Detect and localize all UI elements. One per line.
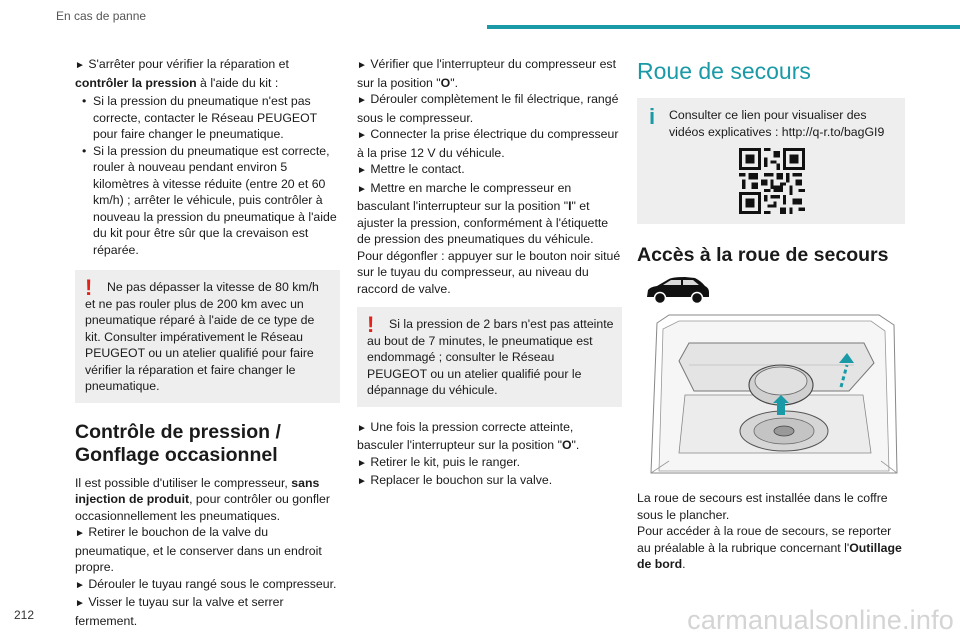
arrow-bullet-icon: ►	[357, 165, 367, 176]
page-number: 212	[14, 608, 35, 622]
step: ► Visser le tuyau sur la valve et serrer fermement.	[75, 595, 284, 628]
list-item: • Si la pression du pneumatique est correcte, rouler à nouveau pendant environ 5 kilomètres à vitesse réduite (entre 20 et 60 km/h) ; arrêter le véhicule, puis contrôler à nouveau la pression du pneumatique à l'aide du kit pour être sûr que la crevaison est réparée.	[93, 143, 340, 259]
step: ► Vérifier que l'interrupteur du compresseur est sur la position "O".	[357, 57, 616, 90]
arrow-bullet-icon: ►	[357, 476, 367, 487]
arrow-bullet-icon: ►	[357, 422, 367, 434]
info-box	[637, 98, 905, 224]
header-section-title: En cas de panne	[56, 9, 147, 23]
warning-box	[75, 270, 340, 403]
section-heading: Accès à la roue de secours	[637, 244, 889, 266]
header-accent-bar	[487, 25, 960, 29]
column-middle	[357, 56, 622, 491]
column-left	[75, 56, 340, 629]
step: ► Retirer le bouchon de la valve du pneumatique, et le conserver dans un endroit propre.	[75, 525, 322, 574]
qr-code-icon	[739, 148, 805, 214]
list-item: • Si la pression du pneumatique n'est pas correcte, contacter le Réseau PEUGEOT pour faire changer le pneumatique.	[93, 93, 340, 143]
arrow-bullet-icon: ►	[75, 598, 85, 609]
paragraph-intro: Il est possible d'utiliser le compresseur, sans injection de produit, pour contrôler ou gonfler occasionnellement les pneumatiques.	[75, 475, 330, 523]
arrow-bullet-icon: ►	[75, 528, 85, 539]
arrow-bullet-icon: ►	[357, 95, 367, 106]
arrow-bullet-icon: ►	[357, 60, 367, 71]
arrow-bullet-icon: ►	[357, 130, 367, 141]
step: ► Retirer le kit, puis le ranger.	[357, 454, 520, 469]
warning-text: Si la pression de 2 bars n'est pas atteinte au bout de 7 minutes, le pneumatique est endommagé ; consulter le Réseau PEUGEOT ou un atelier qualifié pour le dépannage du véhicule.	[367, 317, 614, 397]
arrow-bullet-icon: ►	[357, 457, 367, 469]
step: ► Dérouler le tuyau rangé sous le compresseur.	[75, 576, 337, 591]
warning-box	[357, 307, 622, 407]
column-right	[637, 58, 905, 573]
info-text: Consulter ce lien pour visualiser des vidéos explicatives : http://q-r.to/bagGI9	[669, 108, 885, 139]
step: ► Connecter la prise électrique du compresseur à la prise 12 V du véhicule.	[357, 127, 619, 160]
arrow-bullet-icon: ►	[75, 579, 85, 591]
trunk-illustration	[649, 313, 899, 478]
warning-icon: !	[367, 312, 375, 337]
warning-text: Ne pas dépasser la vitesse de 80 km/h et ne pas rouler plus de 200 km avec un pneumatique réparé à l'aide de ce type de kit. Consulter impérativement le Réseau PEUGEOT ou un atelier qualifié pour faire vérifier la réparation et faire changer le pneumatique.	[85, 280, 319, 393]
step: ► Dérouler complètement le fil électrique, rangé sous le compresseur.	[357, 92, 619, 125]
step: ► Mettre en marche le compresseur en basculant l'interrupteur sur la position "I" et ajuster la pression, conformément à l'étiquette de pression des pneumatiques du véhicule. Pour dégonfler : appuyer sur le bouton noir situé sur le tuyau du compresseur, au niveau du raccord de valve.	[357, 180, 621, 296]
watermark: carmanualsonline.info	[687, 605, 954, 635]
car-silhouette-icon	[645, 275, 711, 305]
paragraph-stop-check: ► S'arrêter pour vérifier la réparation et contrôler la pression à l'aide du kit :	[75, 57, 289, 90]
bullet-list	[75, 93, 340, 258]
info-icon: i	[649, 104, 656, 129]
paragraph-location: La roue de secours est installée dans le coffre sous le plancher.	[637, 491, 888, 522]
step: ► Une fois la pression correcte atteinte, basculer l'interrupteur sur la position "O".	[357, 419, 580, 452]
arrow-bullet-icon: ►	[357, 183, 367, 195]
warning-icon: !	[85, 275, 93, 300]
step: ► Mettre le contact.	[357, 162, 465, 176]
arrow-bullet-icon: ►	[75, 60, 85, 71]
page-title: Roue de secours	[637, 58, 811, 84]
step: ► Replacer le bouchon sur la valve.	[357, 473, 553, 487]
paragraph-access: Pour accéder à la roue de secours, se reporter au préalable à la rubrique concernant l'Outillage de bord.	[637, 524, 902, 571]
section-heading: Contrôle de pression / Gonflage occasionnel	[75, 420, 281, 466]
